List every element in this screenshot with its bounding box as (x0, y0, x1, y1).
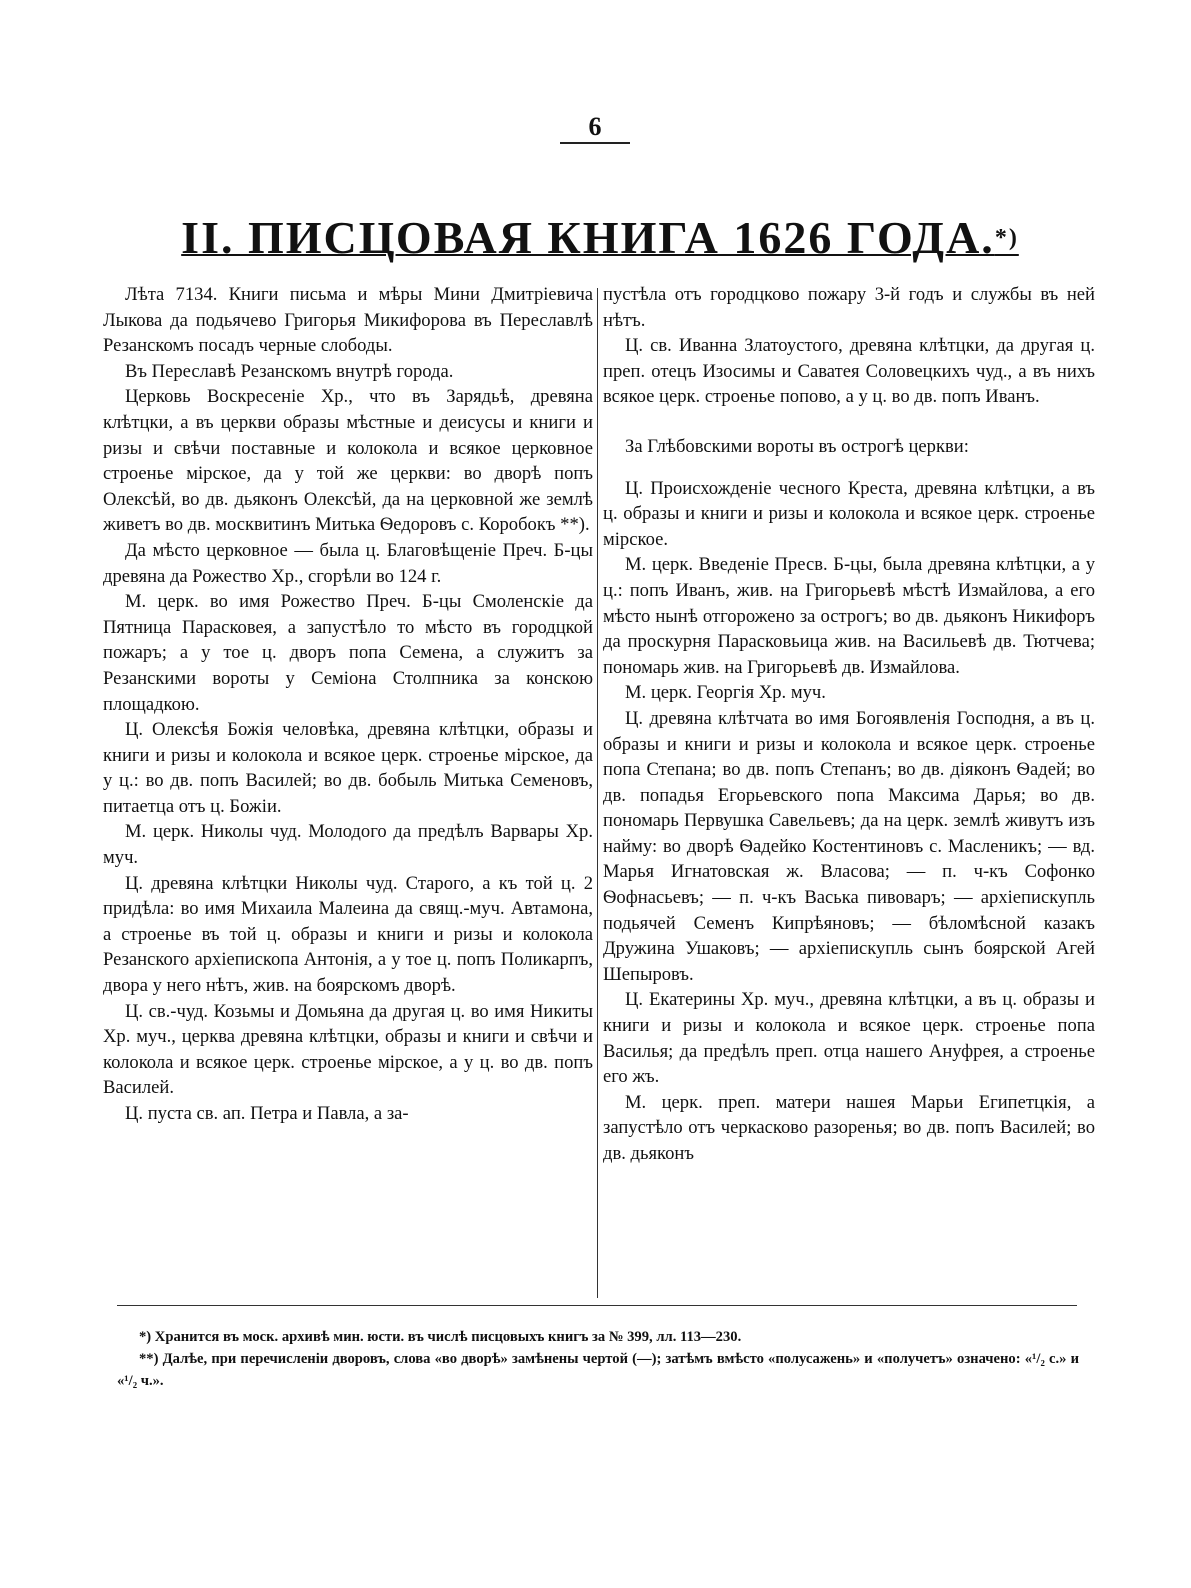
footnote-divider (117, 1305, 1077, 1306)
left-paragraph-5: М. церк. во имя Рожество Преч. Б-цы Смоленскіе да Пятница Парасковея, а запустѣло то мѣсто въ городцкой пожаръ; а у тое ц. дворъ попа Семена, а служитъ за Резанскими вороты у Семіона Столпника за конскою площадкою. (103, 591, 593, 715)
left-paragraph-1: Лѣта 7134. Книги письма и мѣры Мини Дмитріевича Лыкова да подьячево Григорья Микифорова въ Переславлѣ Резанскомъ посадъ черные слободы. (103, 284, 593, 357)
right-paragraph-6: Ц. древяна клѣтчата во имя Богоявленія Господня, а въ ц. образы и книги и ризы и колокола и всякое церк. строенье попа Степана; во дв. попъ Степанъ; во дв. діяконъ Ѳадей; во дв. попадья Егорьевского попа Максима Дарья; во дв. пономарь Первушка Савельевъ; да на церк. землѣ живутъ изъ найму: во дворѣ Ѳадейко Костентиновъ с. Масленикъ; — вд. Марья Игнатовская ж. Власова; — п. ч-къ Софонко Ѳофнасьевъ; — п. ч-къ Васька пивоваръ; — архіепискупль подьячей Семенъ Кипрѣяновъ; — бѣломѣсной казакъ Дружина Ушаковъ; — архіепискупль сынъ боярской Агей Шепыровъ. (603, 707, 1095, 985)
right-paragraph-1: пустѣла отъ городцково пожару 3-й годъ и службы въ ней нѣтъ. (603, 284, 1095, 331)
page-title (150, 210, 1050, 266)
right-section-heading: За Глѣбовскими вороты въ острогѣ церкви: (625, 435, 969, 457)
left-paragraph-6: Ц. Олексѣя Божія человѣка, древяна клѣтцки, образы и книги и ризы и колокола и всякое церк. строенье мірское, да у ц.: во дв. попъ Василей; во дв. бобыль Митька Семеновъ, питаетца отъ ц. Божіи. (103, 719, 593, 817)
title-footnote-mark: *) (994, 225, 1019, 251)
right-paragraph-8: М. церк. преп. матери нашея Марьи Египетцкія, а запустѣло отъ черкасково разоренья; во дв. попъ Василей; во дв. дьяконъ (603, 1091, 1095, 1164)
left-paragraph-7: М. церк. Николы чуд. Молодого да предѣлъ Варвары Хр. муч. (103, 821, 593, 869)
page-number: 6 (560, 112, 630, 144)
left-column (103, 282, 593, 1127)
left-paragraph-4: Да мѣсто церковное — была ц. Благовѣщеніе Преч. Б-цы древяна да Рожество Хр., сгорѣли во 124 г. (103, 539, 593, 587)
title-text: II. ПИСЦОВАЯ КНИГА 1626 ГОДА. (181, 212, 995, 263)
footnote-1: *) Хранится въ моск. архивѣ мин. юсти. въ числѣ писцовыхъ книгъ за № 399, лл. 113—230. (139, 1329, 742, 1345)
left-paragraph-9: Ц. св.-чуд. Козьмы и Домьяна да другая ц. во имя Никиты Хр. муч., церква древяна клѣтцки, образы и книги и свѣчи и колокола и всякое церк. строенье мірское, а у ц. во дв. попъ Василей. (103, 1000, 593, 1099)
right-paragraph-5: М. церк. Георгія Хр. муч. (625, 682, 826, 704)
left-paragraph-2: Въ Переславѣ Резанскомъ внутрѣ города. (125, 360, 454, 382)
footnote-2: **) Далѣе, при перечисленіи дворовъ, слова «во дворѣ» замѣнены чертой (—); затѣмъ вмѣсто «полусажень» и «получетъ» означено: «¹/₂ с.» и «¹/₂ ч.». (117, 1351, 1079, 1389)
footnotes (117, 1326, 1079, 1392)
right-column (603, 282, 1095, 1167)
right-paragraph-4: М. церк. Введеніе Пресв. Б-цы, была древяна клѣтцки, а у ц.: попъ Иванъ, жив. на Григорьевѣ мѣстѣ Измайлова, а его мѣсто нынѣ отгорожено за острогъ; во дв. дьяконъ Никифоръ да проскурня Парасковьица жив. на Васильевѣ дв. Тютчева; пономарь жив. на Григорьевѣ дв. Измайлова. (603, 554, 1095, 678)
left-paragraph-8: Ц. древяна клѣтцки Николы чуд. Старого, а къ той ц. 2 придѣла: во имя Михаила Малеина да свящ.-муч. Автамона, а строенье въ той ц. образы и книги и ризы и колокола Резанского архіепископа Антонія, а у тое ц. попъ Поликарпъ, двора у него нѣтъ, жив. на боярскомъ дворѣ. (103, 872, 593, 997)
left-paragraph-3: Церковь Воскресеніе Хр., что въ Зарядьѣ, древяна клѣтцки, а въ церкви образы мѣстные и деисусы и книги и ризы и свѣчи поставные и колокола и всякое церковное строенье мірское, да у той же церкви: во дворѣ попъ Олексѣй, во дв. дьяконъ Олексѣй, да на церковной же землѣ живетъ во дв. москвитинъ Митька Ѳедоровъ с. Коробокъ **). (103, 386, 593, 536)
right-paragraph-2: Ц. св. Иванна Златоустого, древяна клѣтцки, да другая ц. преп. отецъ Изосимы и Саватея Соловецкихъ чуд., а въ нихъ всякое церк. строенье попово, а у ц. во дв. попъ Иванъ. (603, 335, 1095, 408)
left-paragraph-10: Ц. пуста св. ап. Петра и Павла, а за- (125, 1103, 409, 1124)
right-paragraph-3: Ц. Происхожденіе чесного Креста, древяна клѣтцки, а въ ц. образы и книги и ризы и колокола и всякое церк. строенье мірское. (603, 477, 1095, 550)
column-divider (597, 288, 598, 1298)
right-paragraph-7: Ц. Екатерины Хр. муч., древяна клѣтцки, а въ ц. образы и книги и ризы и колокола и всякое церк. строенье попа Василья; да предѣлъ преп. отца нашего Ануфрея, а строенье его жъ. (603, 989, 1095, 1088)
